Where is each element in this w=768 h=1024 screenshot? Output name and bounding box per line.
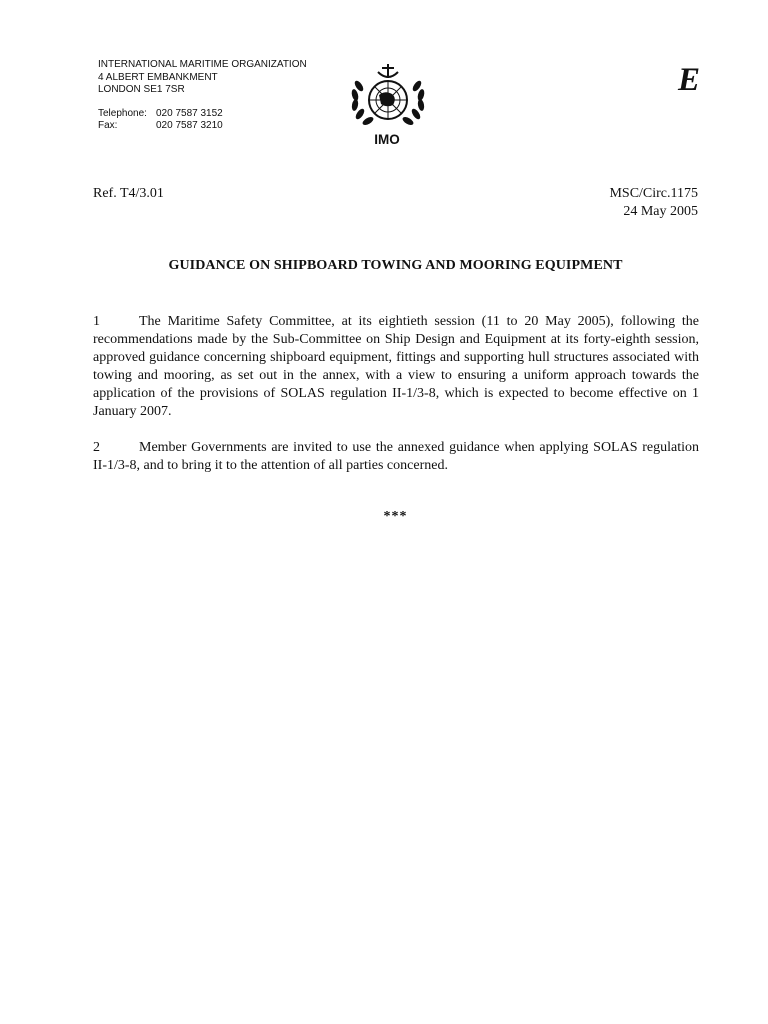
paragraph-text: The Maritime Safety Committee, at its eightieth session (11 to 20 May 2005), following the recommendations made by the Sub-Committee on Ship Design and Equipment at its forty-eighth session, approved guidance concerning shipboard equipment, fittings and supporting hull structures associated with towing and mooring, as set out in the annex, with a view to ensuring a uniform approach towards the application of the provisions of SOLAS regulation II-1/3-8, which is expected to become effective on 1 January 2007.	[93, 314, 699, 419]
reference-number: Ref. T4/3.01	[93, 186, 164, 201]
letterhead-address	[98, 59, 307, 133]
org-name: INTERNATIONAL MARITIME ORGANIZATION	[98, 59, 307, 70]
end-marker: ***	[383, 509, 408, 524]
paragraph-2	[93, 439, 699, 475]
circular-date: 24 May 2005	[623, 204, 698, 219]
paragraph-number: 1	[93, 314, 100, 329]
address-line-2: LONDON SE1 7SR	[98, 84, 185, 95]
address-line-1: 4 ALBERT EMBANKMENT	[98, 71, 218, 83]
paragraph-number: 2	[93, 440, 100, 455]
paragraph-text: Member Governments are invited to use the annexed guidance when applying SOLAS regulation II-1/3-8, and to bring it to the attention of all parties concerned.	[93, 440, 699, 473]
fax-label: Fax:	[98, 120, 118, 131]
fax-value: 020 7587 3210	[156, 120, 223, 131]
paragraph-1	[93, 313, 699, 421]
imo-logo-label: IMO	[374, 132, 400, 147]
circular-number: MSC/Circ.1175	[609, 186, 698, 201]
telephone-label: Telephone:	[98, 107, 147, 119]
circular-block	[609, 185, 698, 221]
fax-row	[98, 120, 307, 133]
telephone-value: 020 7587 3152	[156, 107, 223, 119]
contact-details	[98, 108, 307, 133]
un-imo-emblem-icon	[347, 60, 429, 128]
document-title: GUIDANCE ON SHIPBOARD TOWING AND MOORING EQUIPMENT	[168, 258, 623, 273]
telephone-row	[98, 108, 307, 121]
language-mark: E	[677, 62, 700, 98]
